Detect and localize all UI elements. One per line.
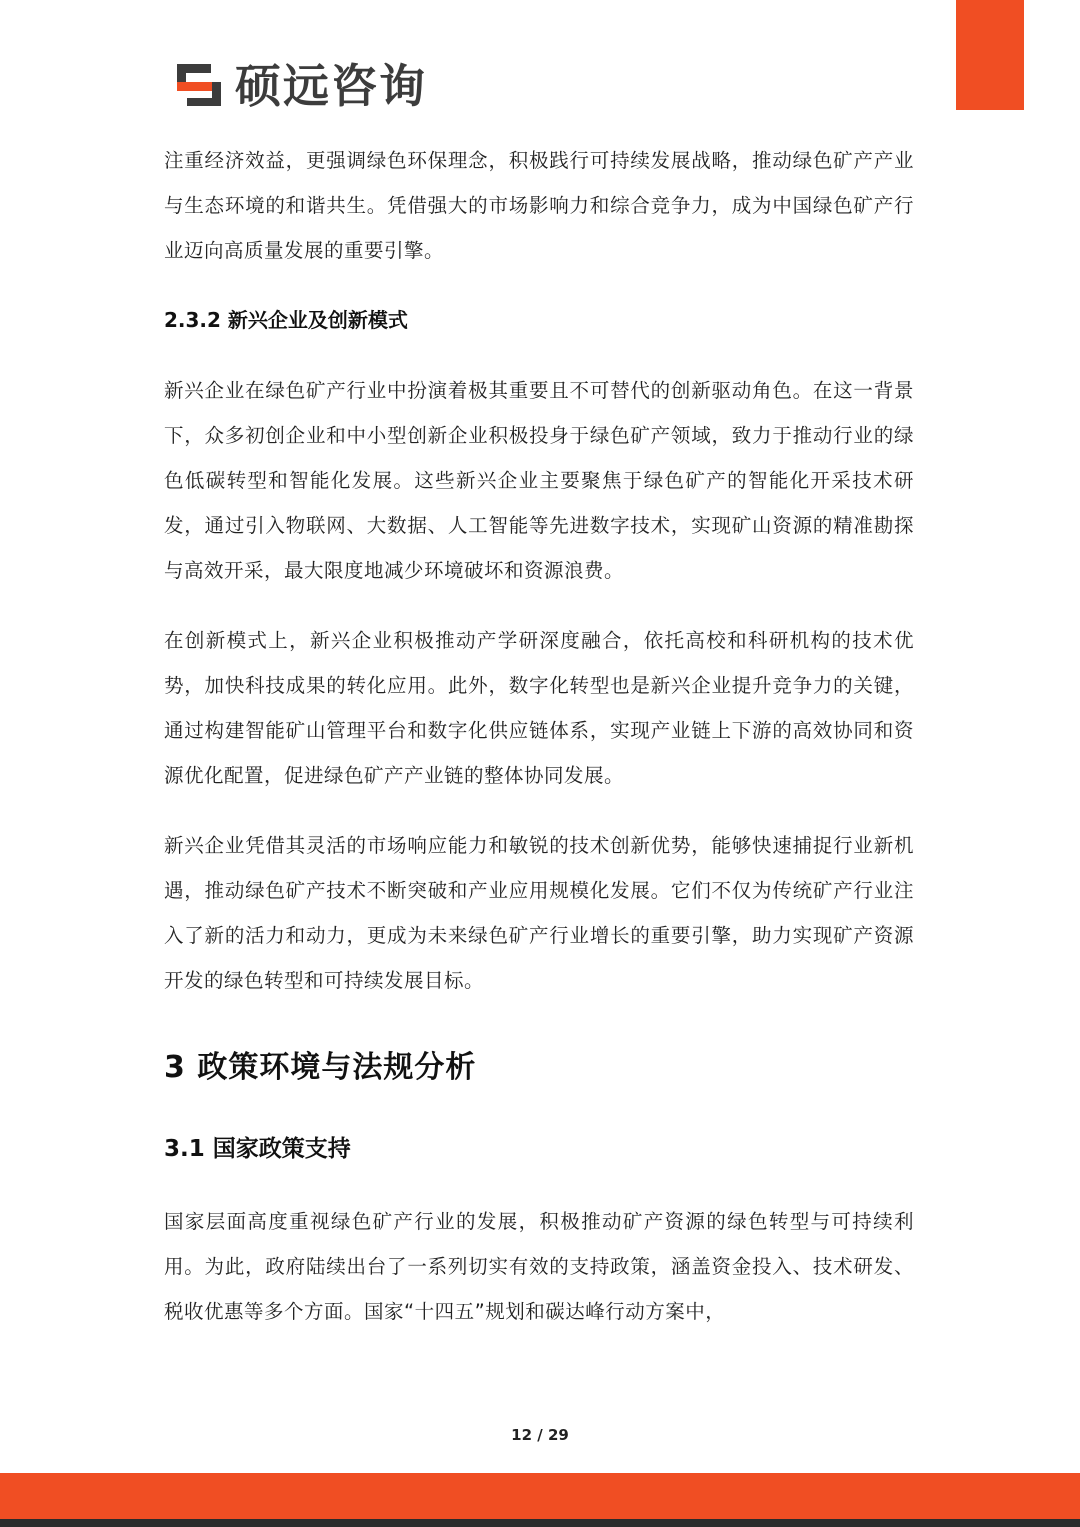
footer-dark-strip [0,1519,1080,1527]
page-content [164,138,914,1334]
section-heading-3-1: 3.1 国家政策支持 [164,1136,351,1162]
company-logo-icon [175,60,227,112]
paragraph-growth-engine: 新兴企业凭借其灵活的市场响应能力和敏锐的技术创新优势，能够快速捕捉行业新机遇，推动绿色矿产技术不断突破和产业应用规模化发展。它们不仅为传统矿产行业注入了新的活力和动力，更成为未来绿色矿产行业增长的重要引擎，助力实现矿产资源开发的绿色转型和可持续发展目标。 [164,834,914,992]
section-heading-2-3-2: 2.3.2 新兴企业及创新模式 [164,308,408,332]
company-name: 硕远咨询 [235,59,427,113]
company-logo [175,58,427,114]
chapter-heading-3: 3 政策环境与法规分析 [164,1050,477,1085]
footer-accent-bar [0,1473,1080,1519]
paragraph-intro: 注重经济效益，更强调绿色环保理念，积极践行可持续发展战略，推动绿色矿产产业与生态环境的和谐共生。凭借强大的市场影响力和综合竞争力，成为中国绿色矿产行业迈向高质量发展的重要引擎。 [164,149,914,262]
paragraph-innovation-model: 在创新模式上，新兴企业积极推动产学研深度融合，依托高校和科研机构的技术优势，加快科技成果的转化应用。此外，数字化转型也是新兴企业提升竞争力的关键，通过构建智能矿山管理平台和数字化供应链体系，实现产业链上下游的高效协同和资源优化配置，促进绿色矿产产业链的整体协同发展。 [164,629,914,787]
paragraph-emerging-companies: 新兴企业在绿色矿产行业中扮演着极其重要且不可替代的创新驱动角色。在这一背景下，众多初创企业和中小型创新企业积极投身于绿色矿产领域，致力于推动行业的绿色低碳转型和智能化发展。这些新兴企业主要聚焦于绿色矿产的智能化开采技术研发，通过引入物联网、大数据、人工智能等先进数字技术，实现矿山资源的精准勘探与高效开采，最大限度地减少环境破坏和资源浪费。 [164,379,914,582]
page-number: 12 / 29 [511,1426,569,1444]
header-accent-block [956,0,1024,110]
paragraph-national-policy: 国家层面高度重视绿色矿产行业的发展，积极推动矿产资源的绿色转型与可持续利用。为此，政府陆续出台了一系列切实有效的支持政策，涵盖资金投入、技术研发、税收优惠等多个方面。国家“十四五”规划和碳达峰行动方案中， [164,1210,914,1323]
